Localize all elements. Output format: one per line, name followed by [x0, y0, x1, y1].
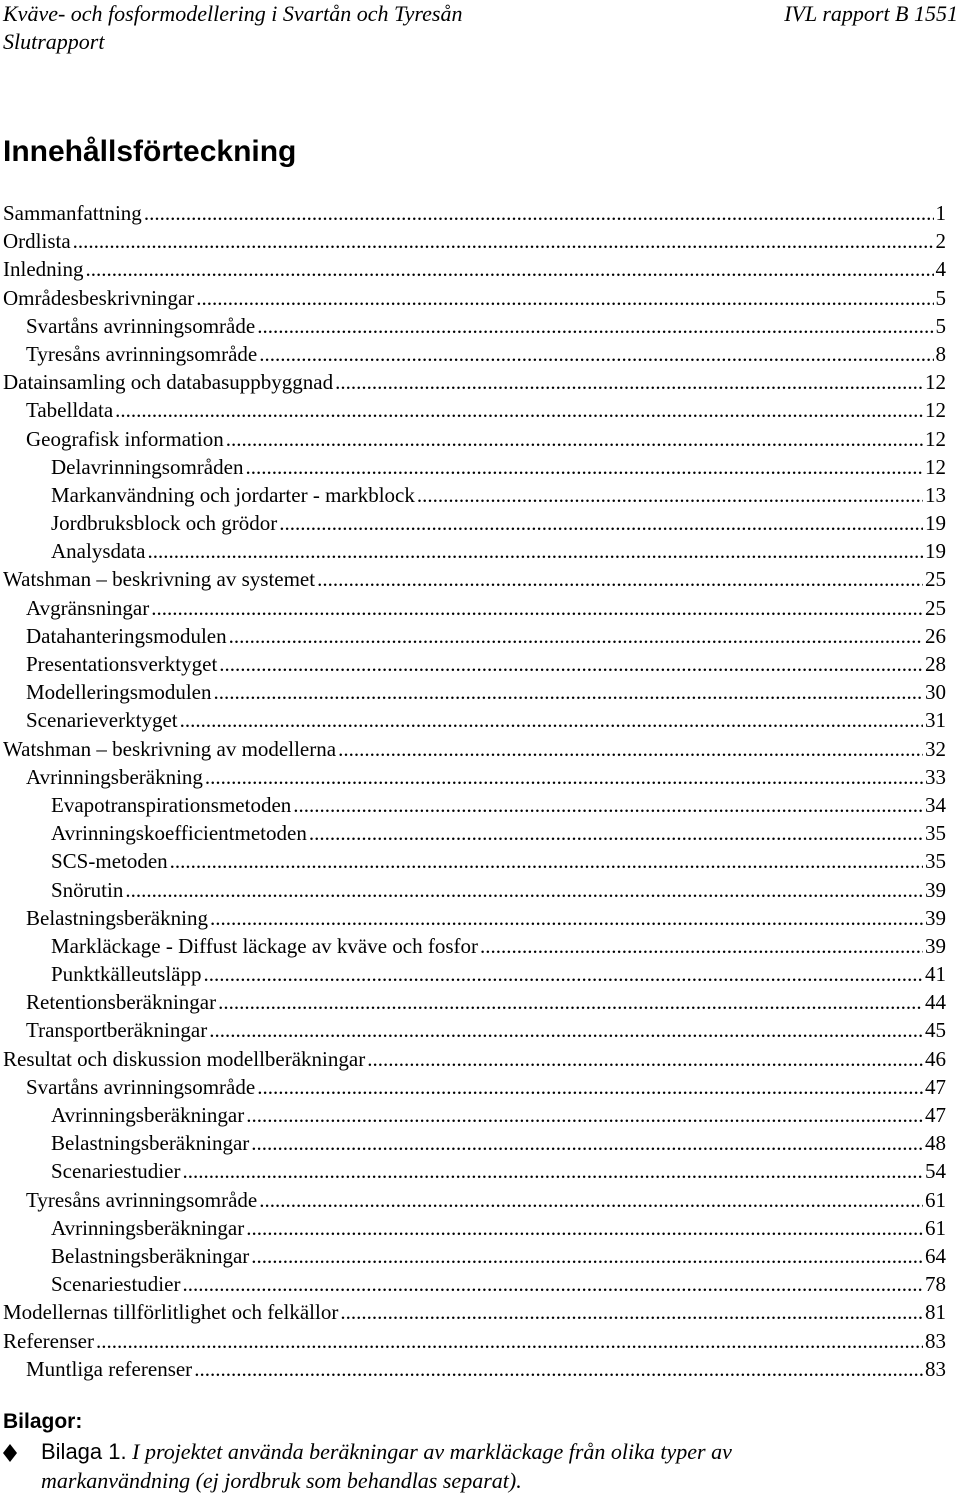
toc-entry[interactable] [0, 227, 946, 255]
toc-entry-page-number: 28 [925, 652, 946, 676]
toc-entry-page-number: 45 [925, 1018, 946, 1043]
toc-entry-page-number: 48 [925, 1131, 946, 1156]
toc-entry-label: Resultat och diskussion modellberäkningar [3, 1046, 366, 1071]
toc-entry-label: Delavrinningsområden [51, 454, 244, 479]
toc-leader-dots [480, 932, 923, 960]
toc-entry-label: Markanvändning och jordarter - markblock [51, 482, 415, 507]
toc-leader-dots [317, 565, 923, 593]
toc-heading: Innehållsförteckning [3, 135, 297, 168]
toc-entry-page-number: 47 [925, 1074, 946, 1099]
toc-entry-label: Avrinningsberäkningar [51, 1103, 245, 1127]
toc-leader-dots [246, 1214, 923, 1242]
toc-leader-dots [229, 622, 923, 650]
toc-entry-page-number: 46 [925, 1046, 946, 1071]
toc-leader-dots [259, 340, 933, 368]
toc-entry-page-number: 19 [925, 539, 946, 564]
toc-leader-dots [96, 1327, 923, 1355]
appendix-text [41, 1437, 841, 1495]
toc-entry[interactable] [0, 1242, 946, 1270]
toc-leader-dots [226, 425, 923, 453]
toc-entry-page-number: 35 [925, 821, 946, 846]
toc-entry[interactable] [0, 1355, 946, 1383]
toc-entry-page-number: 81 [925, 1300, 946, 1325]
toc-entry-page-number: 33 [925, 764, 946, 789]
toc-entry-label: Sammanfattning [3, 201, 142, 225]
toc-entry[interactable] [0, 199, 946, 227]
toc-entry-label: Belastningsberäkningar [51, 1243, 250, 1268]
toc-leader-dots [251, 1129, 923, 1157]
toc-leader-dots [170, 847, 923, 875]
toc-entry[interactable] [0, 1298, 946, 1326]
toc-leader-dots [219, 650, 923, 678]
toc-leader-dots [182, 1270, 923, 1298]
toc-entry-label: Evapotranspirationsmetoden [51, 792, 292, 817]
toc-entry[interactable] [0, 594, 946, 622]
toc-entry-label: Modelleringsmodulen [26, 680, 212, 705]
toc-entry[interactable] [0, 1073, 946, 1101]
toc-entry-label: Belastningsberäkning [26, 905, 208, 930]
toc-entry-label: Tabelldata [26, 398, 114, 423]
toc-leader-dots [196, 284, 933, 312]
toc-entry[interactable] [0, 1129, 946, 1157]
toc-leader-dots [182, 1157, 923, 1185]
toc-entry[interactable] [0, 960, 946, 988]
toc-entry-page-number: 39 [925, 933, 946, 958]
toc-entry[interactable] [0, 678, 946, 706]
toc-entry[interactable] [0, 1157, 946, 1185]
toc-entry-page-number: 13 [925, 482, 946, 507]
toc-entry-page-number: 5 [935, 285, 946, 310]
toc-entry[interactable] [0, 847, 946, 875]
toc-entry[interactable] [0, 1186, 946, 1214]
toc-entry-label: Tyresåns avrinningsområde [26, 1187, 258, 1212]
toc-entry-label: Jordbruksblock och grödor [51, 511, 278, 536]
toc-entry-label: Inledning [3, 257, 84, 282]
toc-entry-page-number: 78 [925, 1272, 946, 1297]
toc-entry-label: Tyresåns avrinningsområde [26, 341, 258, 366]
toc-entry-page-number: 12 [925, 370, 946, 395]
toc-entry-label: Retentionsberäkningar [26, 990, 217, 1015]
header-report-subtitle: Slutrapport [3, 29, 105, 54]
toc-leader-dots [218, 988, 923, 1016]
toc-entry-label: Muntliga referenser [26, 1356, 193, 1381]
toc-leader-dots [279, 509, 923, 537]
toc-leader-dots [367, 1045, 923, 1073]
toc-leader-dots [259, 1186, 923, 1214]
toc-entry-page-number: 12 [925, 454, 946, 479]
toc-entry-label: Punktkälleutsläpp [51, 962, 202, 987]
toc-entry-label: Avrinningsberäkning [26, 764, 203, 789]
toc-entry-label: Scenariestudier [51, 1272, 181, 1297]
toc-entry-label: Svartåns avrinningsområde [26, 313, 256, 338]
toc-entry[interactable] [0, 650, 946, 678]
toc-entry[interactable] [0, 791, 946, 819]
toc-entry-label: Watshman – beskrivning av modellerna [3, 736, 337, 761]
toc-entry-label: Ordlista [3, 229, 71, 254]
toc-entry[interactable] [0, 312, 946, 340]
toc-leader-dots [417, 481, 923, 509]
header-report-number: IVL rapport B 1551 [784, 1, 958, 26]
toc-entry[interactable] [0, 735, 946, 763]
toc-entry-page-number: 47 [925, 1103, 946, 1127]
toc-entry-label: Markläckage - Diffust läckage av kväve och fosfor [51, 933, 479, 958]
toc-entry-label: Snörutin [51, 877, 124, 902]
toc-leader-dots [180, 706, 923, 734]
toc-entry[interactable] [0, 1327, 946, 1355]
toc-entry[interactable] [0, 819, 946, 847]
toc-entry-label: Scenariestudier [51, 1159, 181, 1184]
toc-entry[interactable] [0, 509, 946, 537]
toc-entry-page-number: 54 [925, 1159, 946, 1184]
toc-entry-label: Geografisk information [26, 426, 224, 451]
appendix-label: Bilaga 1. [41, 1439, 127, 1464]
toc-leader-dots [205, 763, 923, 791]
toc-entry-page-number: 44 [925, 990, 946, 1015]
toc-entry-page-number: 64 [925, 1243, 946, 1268]
appendices-heading: Bilagor: [3, 1410, 83, 1433]
toc-entry-label: SCS-metoden [51, 849, 168, 874]
toc-entry[interactable] [0, 425, 946, 453]
toc-entry-label: Områdesbeskrivningar [3, 285, 195, 310]
toc-leader-dots [151, 594, 923, 622]
toc-leader-dots [194, 1355, 923, 1383]
toc-entry[interactable] [0, 1270, 946, 1298]
toc-entry[interactable] [0, 904, 946, 932]
toc-entry-page-number: 30 [925, 680, 946, 705]
toc-entry[interactable] [0, 1101, 946, 1129]
toc-leader-dots [210, 904, 923, 932]
toc-leader-dots [209, 1016, 923, 1044]
toc-entry-page-number: 25 [925, 567, 946, 592]
toc-entry-page-number: 25 [925, 595, 946, 620]
toc-entry-label: Analysdata [51, 539, 146, 564]
table-of-contents [0, 199, 946, 1383]
toc-entry-label: Referenser [3, 1328, 94, 1353]
toc-leader-dots [147, 537, 923, 565]
toc-entry-label: Transportberäkningar [26, 1018, 208, 1043]
toc-entry-page-number: 4 [935, 257, 946, 282]
toc-entry[interactable] [0, 1214, 946, 1242]
toc-entry[interactable] [0, 340, 946, 368]
toc-entry-page-number: 35 [925, 849, 946, 874]
toc-entry-page-number: 39 [925, 905, 946, 930]
toc-entry-label: Avrinningsberäkningar [51, 1215, 245, 1240]
toc-entry[interactable] [0, 368, 946, 396]
diamond-bullet-icon [3, 1444, 17, 1462]
toc-entry[interactable] [0, 1045, 946, 1073]
toc-entry[interactable] [0, 876, 946, 904]
toc-entry[interactable] [0, 565, 946, 593]
toc-leader-dots [293, 791, 923, 819]
toc-leader-dots [335, 368, 923, 396]
toc-entry-label: Watshman – beskrivning av systemet [3, 567, 316, 592]
toc-leader-dots [251, 1242, 923, 1270]
toc-leader-dots [73, 227, 934, 255]
toc-entry-page-number: 83 [925, 1328, 946, 1353]
toc-entry[interactable] [0, 453, 946, 481]
toc-entry-page-number: 26 [925, 623, 946, 648]
toc-entry[interactable] [0, 988, 946, 1016]
toc-leader-dots [309, 819, 923, 847]
toc-entry[interactable] [0, 255, 946, 283]
toc-leader-dots [115, 396, 923, 424]
toc-entry[interactable] [0, 396, 946, 424]
toc-entry[interactable] [0, 763, 946, 791]
toc-entry-page-number: 34 [925, 792, 946, 817]
toc-leader-dots [125, 876, 923, 904]
toc-leader-dots [144, 199, 934, 227]
toc-entry-page-number: 61 [925, 1187, 946, 1212]
toc-entry[interactable] [0, 622, 946, 650]
toc-entry-page-number: 2 [935, 229, 946, 254]
toc-entry-page-number: 19 [925, 511, 946, 536]
toc-entry-page-number: 5 [935, 313, 946, 338]
toc-leader-dots [204, 960, 924, 988]
toc-entry-page-number: 1 [935, 201, 946, 225]
toc-entry-page-number: 8 [935, 341, 946, 366]
toc-entry-label: Belastningsberäkningar [51, 1131, 250, 1156]
toc-leader-dots [85, 255, 933, 283]
toc-leader-dots [340, 1298, 923, 1326]
toc-leader-dots [338, 735, 923, 763]
toc-entry-page-number: 61 [925, 1215, 946, 1240]
toc-entry[interactable] [0, 481, 946, 509]
toc-entry-label: Datahanteringsmodulen [26, 623, 227, 648]
toc-entry-label: Scenarieverktyget [26, 708, 178, 733]
toc-leader-dots [257, 1073, 923, 1101]
toc-entry-label: Svartåns avrinningsområde [26, 1074, 256, 1099]
toc-entry-page-number: 39 [925, 877, 946, 902]
toc-entry[interactable] [0, 1016, 946, 1044]
appendix-description: I projektet använda beräkningar av markläckage från olika typer av markanvändning (ej jordbruk som behandlas separat). [41, 1439, 732, 1493]
toc-entry[interactable] [0, 932, 946, 960]
toc-entry[interactable] [0, 537, 946, 565]
toc-entry-label: Datainsamling och databasuppbyggnad [3, 370, 334, 395]
toc-entry-label: Modellernas tillförlitlighet och felkällor [3, 1300, 339, 1325]
toc-leader-dots [213, 678, 923, 706]
toc-entry-page-number: 41 [925, 962, 946, 987]
toc-entry-label: Avrinningskoefficientmetoden [51, 821, 307, 846]
header-report-title: Kväve- och fosformodellering i Svartån och Tyresån [3, 1, 463, 26]
toc-leader-dots [257, 312, 933, 340]
toc-entry-label: Avgränsningar [26, 595, 150, 620]
toc-entry-page-number: 83 [925, 1356, 946, 1381]
toc-entry[interactable] [0, 284, 946, 312]
toc-entry[interactable] [0, 706, 946, 734]
toc-entry-page-number: 31 [925, 708, 946, 733]
toc-entry-label: Presentationsverktyget [26, 652, 218, 676]
toc-entry-page-number: 32 [925, 736, 946, 761]
toc-leader-dots [246, 1101, 923, 1129]
toc-entry-page-number: 12 [925, 426, 946, 451]
toc-entry-page-number: 12 [925, 398, 946, 423]
toc-leader-dots [245, 453, 923, 481]
